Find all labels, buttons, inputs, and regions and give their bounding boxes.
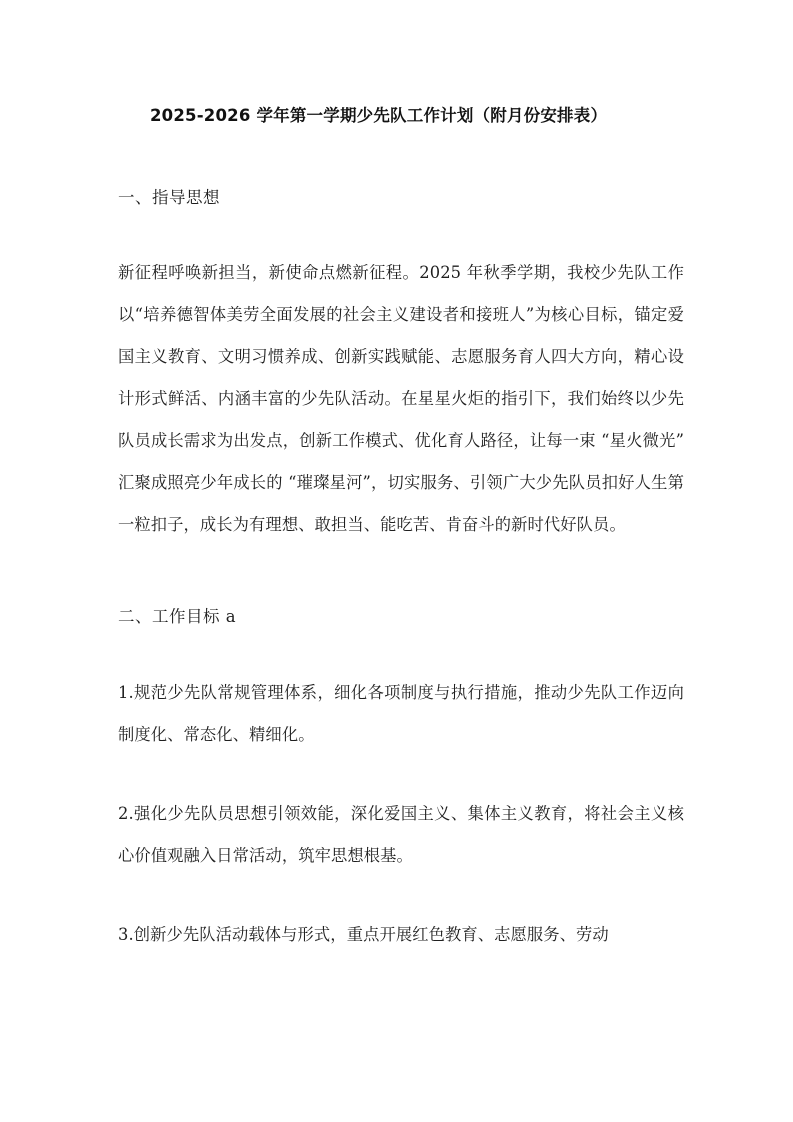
document-content: [118, 0, 684, 956]
work-goal-item-2: 2.强化少先队员思想引领效能，深化爱国主义、集体主义教育，将社会主义核心价值观融入日常活动，筑牢思想根基。: [118, 804, 684, 865]
section-heading-work-goals: 二、工作目标 a: [118, 607, 237, 626]
work-goal-item-3: 3.创新少先队活动载体与形式，重点开展红色教育、志愿服务、劳动: [118, 925, 609, 944]
work-goal-item-1: 1.规范少先队常规管理体系，细化各项制度与执行措施，推动少先队工作迈向制度化、常态化、精细化。: [118, 683, 684, 744]
section-heading-guiding-ideology: 一、指导思想: [118, 188, 220, 207]
title-block: [118, 0, 684, 129]
page-title: 2025-2026 学年第一学期少先队工作计划（附月份安排表）: [150, 106, 608, 125]
paragraph-guiding-ideology: 新征程呼唤新担当，新使命点燃新征程。2025 年秋季学期，我校少先队工作以“培养德智体美劳全面发展的社会主义建设者和接班人”为核心目标，锚定爱国主义教育、文明习惯养成、创新实践赋能、志愿服务育人四大方向，精心设计形式鲜活、内涵丰富的少先队活动。在星星火炬的指引下，我们始终以少先队员成长需求为出发点，创新工作模式、优化育人路径，让每一束 “星火微光” 汇聚成照亮少年成长的 “璀璨星河”，切实服务、引领广大少先队员扣好人生第一粒扣子，成长为有理想、敢担当、能吃苦、肯奋斗的新时代好队员。: [118, 263, 684, 534]
